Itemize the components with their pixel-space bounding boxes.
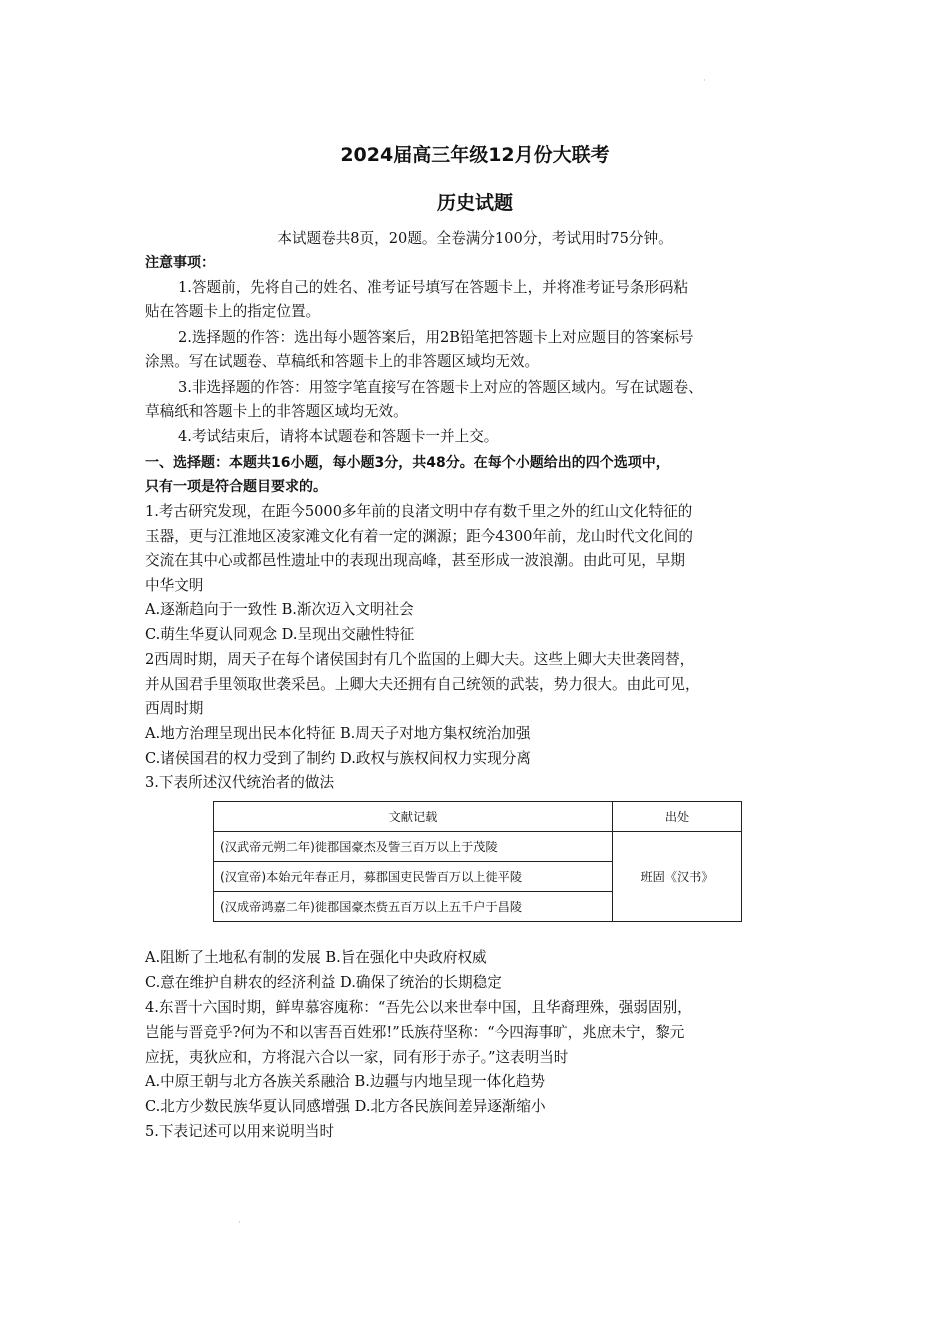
question-2-stem: 2西周时期，周天子在每个诸侯国封有几个监国的上卿大夫。这些上卿大夫世袭罔替， (145, 651, 695, 668)
table-header: 出处 (613, 802, 742, 832)
question-2-stem: 西周时期 (145, 700, 204, 717)
question-5-stem: 5.下表记述可以用来说明当时 (145, 1123, 335, 1140)
notice-line: 4.考试结束后，请将本试题卷和答题卡一并上交。 (178, 428, 499, 445)
exam-title: 2024届高三年级12月份大联考 (340, 144, 610, 166)
question-1-stem: 中华文明 (145, 577, 204, 594)
notice-line: 2.选择题的作答：选出每小题答案后，用2B铅笔把答题卡上对应题目的答案标号 (178, 329, 694, 346)
question-1-stem: 1.考古研究发现，在距今5000多年前的良渚文明中存有数千里之外的红山文化特征的 (145, 503, 693, 520)
exam-info: 本试题卷共8页，20题。全卷满分100分，考试用时75分钟。 (277, 230, 673, 247)
question-2-options: C.诸侯国君的权力受到了制约 D.政权与族权间权力实现分离 (145, 750, 531, 767)
scan-dot: · (703, 76, 706, 85)
question-2-stem: 并从国君手里领取世袭采邑。上卿大夫还拥有自己统领的武装，势力很大。由此可见， (145, 676, 700, 693)
question-3-options: C.意在维护自耕农的经济利益 D.确保了统治的长期稳定 (145, 974, 502, 991)
notice-line: 草稿纸和答题卡上的非答题区域均无效。 (145, 403, 408, 420)
notice-line: 贴在答题卡上的指定位置。 (145, 303, 321, 320)
question-4-stem: 4.东晋十六国时期，鲜卑慕容廆称：“吾先公以来世奉中国，且华裔理殊，强弱固别， (145, 999, 692, 1016)
question-4-stem: 岂能与晋竞乎?何为不和以害吾百姓邪!”氐族苻坚称：“今四海事旷，兆庶未宁，黎元 (145, 1024, 685, 1041)
table-header-row (214, 802, 742, 832)
notice-line: 涂黑。写在试题卷、草稿纸和答题卡上的非答题区域均无效。 (145, 353, 540, 370)
question-1-options: A.逐渐趋向于一致性 B.渐次迈入文明社会 (145, 601, 414, 618)
notice-line: 1.答题前，先将自己的姓名、准考证号填写在答题卡上，并将准考证号条形码粘 (178, 279, 689, 296)
question-1-stem: 玉器，更与江淮地区凌家滩文化有着一定的渊源；距今4300年前，龙山时代文化间的 (145, 528, 693, 545)
question-4-options: A.中原王朝与北方各族关系融洽 B.边疆与内地呈现一体化趋势 (145, 1073, 546, 1090)
scan-dot: · (238, 1218, 241, 1227)
table-cell: (汉宣帝)本始元年春正月，募郡国吏民訾百万以上徙平陵 (214, 862, 613, 892)
question-2-options: A.地方治理呈现出民本化特征 B.周天子对地方集权统治加强 (145, 725, 531, 742)
section-heading: 只有一项是符合题目要求的。 (145, 479, 327, 495)
table-cell: (汉武帝元朔二年)徙郡国豪杰及訾三百万以上于茂陵 (214, 832, 613, 862)
table-cell: (汉成帝鸿嘉二年)徙郡国豪杰赀五百万以上五千户于昌陵 (214, 892, 613, 922)
notice-heading: 注意事项： (145, 255, 215, 271)
table-header: 文献记载 (214, 802, 613, 832)
table-row (214, 832, 742, 862)
section-heading: 一、选择题：本题共16小题，每小题3分，共48分。在每个小题给出的四个选项中， (145, 455, 670, 471)
table-source-cell: 班固《汉书》 (613, 832, 742, 922)
notice-line: 3.非选择题的作答：用签字笔直接写在答题卡上对应的答题区域内。写在试题卷、 (178, 379, 703, 396)
question-4-stem: 应抚，夷狄应和，方将混六合以一家，同有形于赤子。”这表明当时 (145, 1049, 569, 1066)
question-3-options: A.阻断了土地私有制的发展 B.旨在强化中央政府权威 (145, 949, 487, 966)
question-3-table (213, 801, 742, 922)
question-1-options: C.萌生华夏认同观念 D.呈现出交融性特征 (145, 626, 415, 643)
question-1-stem: 交流在其中心或都邑性遗址中的表现出现高峰，甚至形成一波浪潮。由此可见，早期 (145, 552, 685, 569)
question-4-options: C.北方少数民族华夏认同感增强 D.北方各民族间差异逐渐缩小 (145, 1098, 546, 1115)
subject-title: 历史试题 (436, 192, 513, 214)
question-3-stem: 3.下表所述汉代统治者的做法 (145, 774, 335, 791)
